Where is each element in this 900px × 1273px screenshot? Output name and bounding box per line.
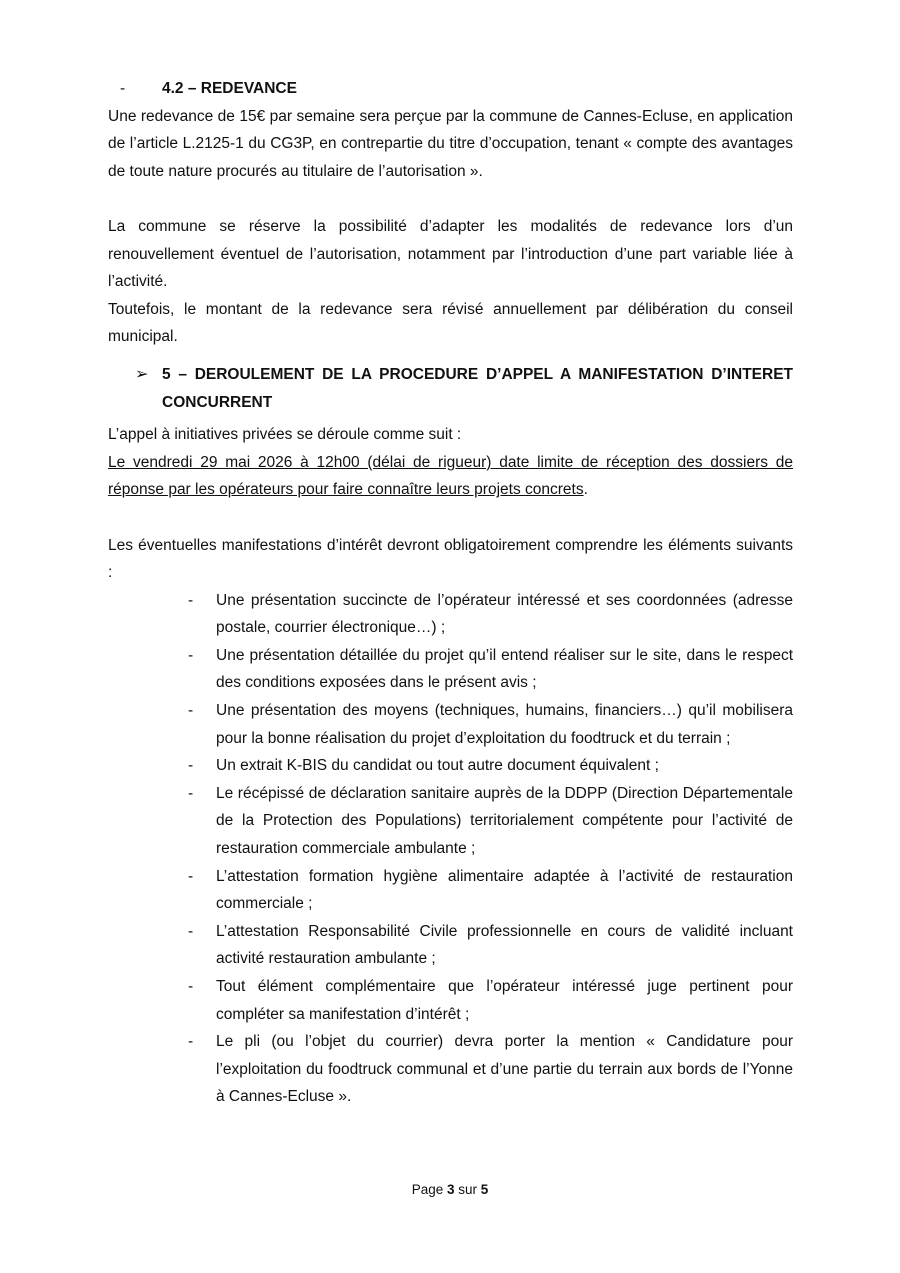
dash-bullet: - [188,702,194,720]
section-5-title: 5 – DEROULEMENT DE LA PROCEDURE D’APPEL A MANIFESTATION D’INTERET CONCURRENT [162,365,793,411]
dash-bullet: - [188,591,194,609]
list-item [108,1028,793,1111]
list-item [108,863,793,918]
list-item [108,587,793,642]
list-item-text: Un extrait K-BIS du candidat ou tout autre document équivalent ; [216,757,659,775]
list-item-text: Tout élément complémentaire que l’opérateur intéressé juge pertinent pour compléter sa manifestation d’intérêt ; [216,978,793,1023]
paragraph-deadline [108,449,793,504]
list-item-text: Le récépissé de déclaration sanitaire auprès de la DDPP (Direction Départementale de la Protection des Populations) territorialement compétente pour l’activité de restauration commerciale ambulante ; [216,784,793,858]
section-4-2-title: 4.2 – REDEVANCE [162,80,297,97]
list-item [108,752,793,780]
list-item [108,780,793,863]
paragraph-redevance-adaptation: La commune se réserve la possibilité d’adapter les modalités de redevance lors d’un renouvellement éventuel de l’autorisation, notamment par l’introduction d’une part variable liée à l’activité. [108,217,793,291]
page-separator: sur [458,1182,478,1197]
section-4-2-heading [108,75,793,103]
list-item [108,642,793,697]
list-item [108,697,793,752]
dash-bullet: - [188,1033,194,1051]
dash-bullet: - [188,922,194,940]
list-item-text: Le pli (ou l’objet du courrier) devra porter la mention « Candidature pour l’exploitation du foodtruck communal et d’une partie du terrain aux bords de l’Yonne à Cannes-Ecluse ». [216,1033,793,1106]
page-label: Page [411,1182,444,1197]
dash-bullet: - [120,80,126,97]
deadline-period: . [583,481,588,499]
list-item-text: Une présentation des moyens (techniques, humains, financiers…) qu’il mobilisera pour la bonne réalisation du projet d’exploitation du foodtruck et du terrain ; [216,702,793,747]
dash-bullet: - [188,646,194,664]
required-elements-list [108,587,793,1111]
list-item [108,973,793,1028]
list-item [108,918,793,973]
list-item-text: L’attestation formation hygiène alimentaire adaptée à l’activité de restauration commerciale ; [216,867,793,913]
paragraph-redevance-amount: Une redevance de 15€ par semaine sera perçue par la commune de Cannes-Ecluse, en application de l’article L.2125-1 du CG3P, en contrepartie du titre d’occupation, tenant « compte des avantages de toute nature procurés au titulaire de l’autorisation ». [108,107,793,180]
paragraph-redevance-revision: Toutefois, le montant de la redevance sera révisé annuellement par délibération du conseil municipal. [108,300,793,346]
page-footer [0,1180,900,1200]
list-item-text: Une présentation détaillée du projet qu’il entend réaliser sur le site, dans le respect des conditions exposées dans le présent avis ; [216,646,793,692]
dash-bullet: - [188,784,194,802]
page-content [108,75,793,1111]
page-current-number: 3 [446,1182,455,1197]
list-item-text: L’attestation Responsabilité Civile professionnelle en cours de validité incluant activité restauration ambulante ; [216,922,793,968]
paragraph-gap [108,504,793,532]
dash-bullet: - [188,757,194,775]
section-5-heading [108,361,793,416]
deadline-underlined: Le vendredi 29 mai 2026 à 12h00 (délai de rigueur) date limite de réception des dossiers de réponse par les opérateurs pour faire connaître leurs projets concrets [108,453,793,499]
page-total-number: 5 [480,1182,489,1197]
paragraph-procedure-intro: L’appel à initiatives privées se déroule comme suit : [108,426,462,444]
paragraph-gap [108,185,793,213]
dash-bullet: - [188,867,194,885]
list-item-text: Une présentation succincte de l’opérateur intéressé et ses coordonnées (adresse postale, courrier électronique…) ; [216,591,793,637]
dash-bullet: - [188,978,194,995]
arrow-bullet-icon: ➢ [135,365,149,383]
paragraph-list-intro: Les éventuelles manifestations d’intérêt devront obligatoirement comprendre les éléments suivants : [108,536,793,582]
